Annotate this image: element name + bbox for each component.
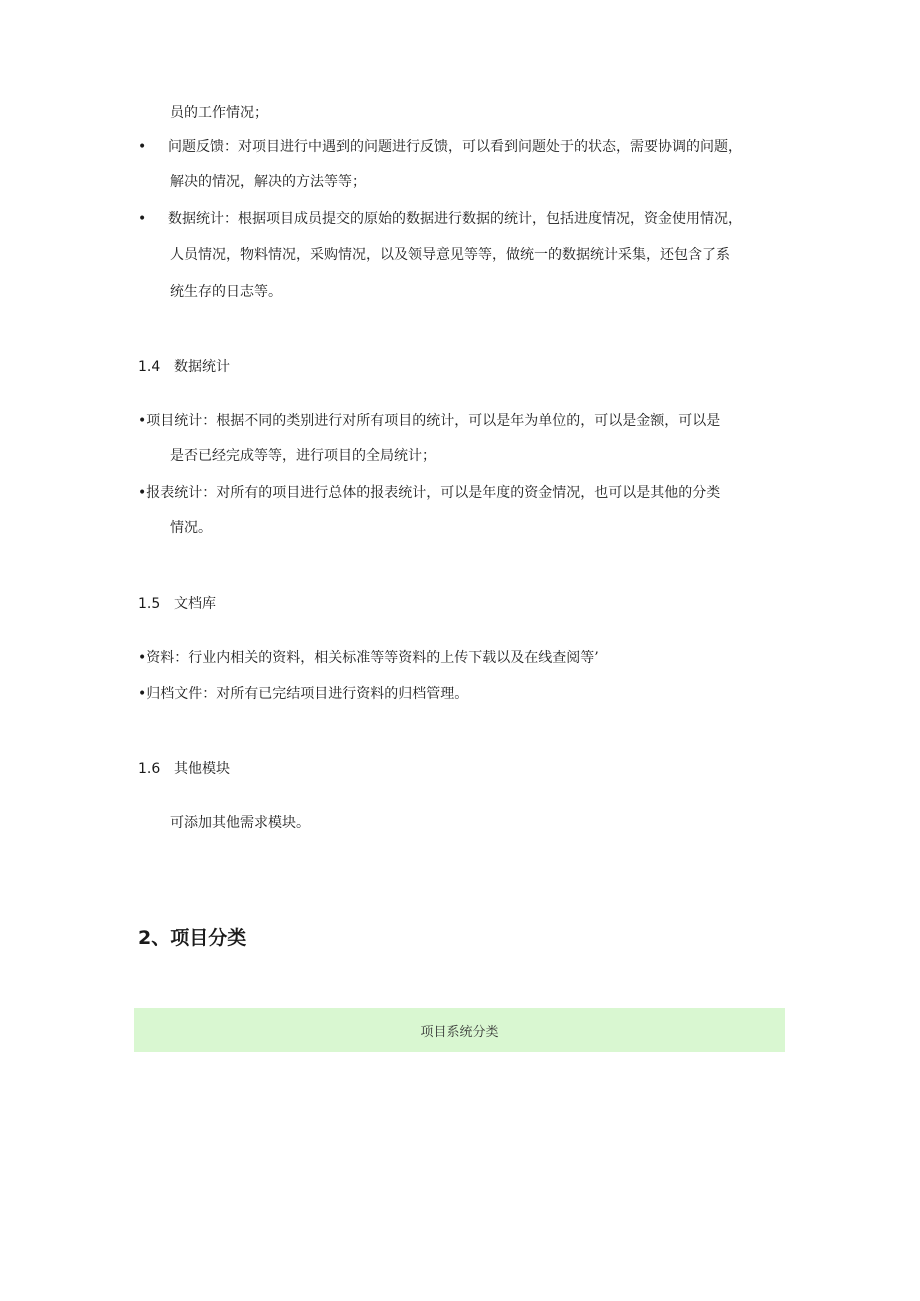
materials-line: •资料：行业内相关的资料，相关标准等等资料的上传下载以及在线查阅等’ <box>138 650 599 666</box>
project-stats-line-1: •项目统计：根据不同的类别进行对所有项目的统计，可以是年为单位的，可以是金额，可以是 <box>138 413 721 429</box>
section-heading-2: 2、项目分类 <box>138 927 247 949</box>
issue-feedback-line-1: 问题反馈：对项目进行中遇到的问题进行反馈，可以看到问题处于的状态，需要协调的问题， <box>168 139 742 155</box>
data-stats-line-2: 人员情况，物料情况，采购情况，以及领导意见等等，做统一的数据统计采集，还包含了系 <box>170 247 730 263</box>
section-title: 文档库 <box>174 596 216 612</box>
section-number: 1.5 <box>138 596 161 612</box>
section-number: 1.4 <box>138 359 161 375</box>
project-classification-banner: 项目系统分类 <box>134 1008 785 1052</box>
section-title: 其他模块 <box>174 761 230 777</box>
data-stats-line-3: 统生存的日志等。 <box>170 284 282 300</box>
section-heading-1-5 <box>138 594 216 614</box>
other-modules-line: 可添加其他需求模块。 <box>170 815 310 831</box>
report-stats-line-2: 情况。 <box>170 520 212 536</box>
section-number: 1.6 <box>138 761 161 777</box>
bullet-marker: • <box>138 139 147 155</box>
project-stats-line-2: 是否已经完成等等，进行项目的全局统计； <box>170 448 436 464</box>
paragraph-line: 员的工作情况； <box>170 105 268 121</box>
data-stats-line-1: 数据统计：根据项目成员提交的原始的数据进行数据的统计，包括进度情况，资金使用情况， <box>168 211 742 227</box>
section-title: 数据统计 <box>174 359 230 375</box>
bullet-marker: • <box>138 211 147 227</box>
section-heading-1-6 <box>138 759 230 779</box>
section-heading-1-4 <box>138 357 230 377</box>
report-stats-line-1: •报表统计：对所有的项目进行总体的报表统计，可以是年度的资金情况，也可以是其他的分类 <box>138 485 721 501</box>
archive-line: •归档文件：对所有已完结项目进行资料的归档管理。 <box>138 686 469 702</box>
issue-feedback-line-2: 解决的情况，解决的方法等等； <box>170 174 366 190</box>
